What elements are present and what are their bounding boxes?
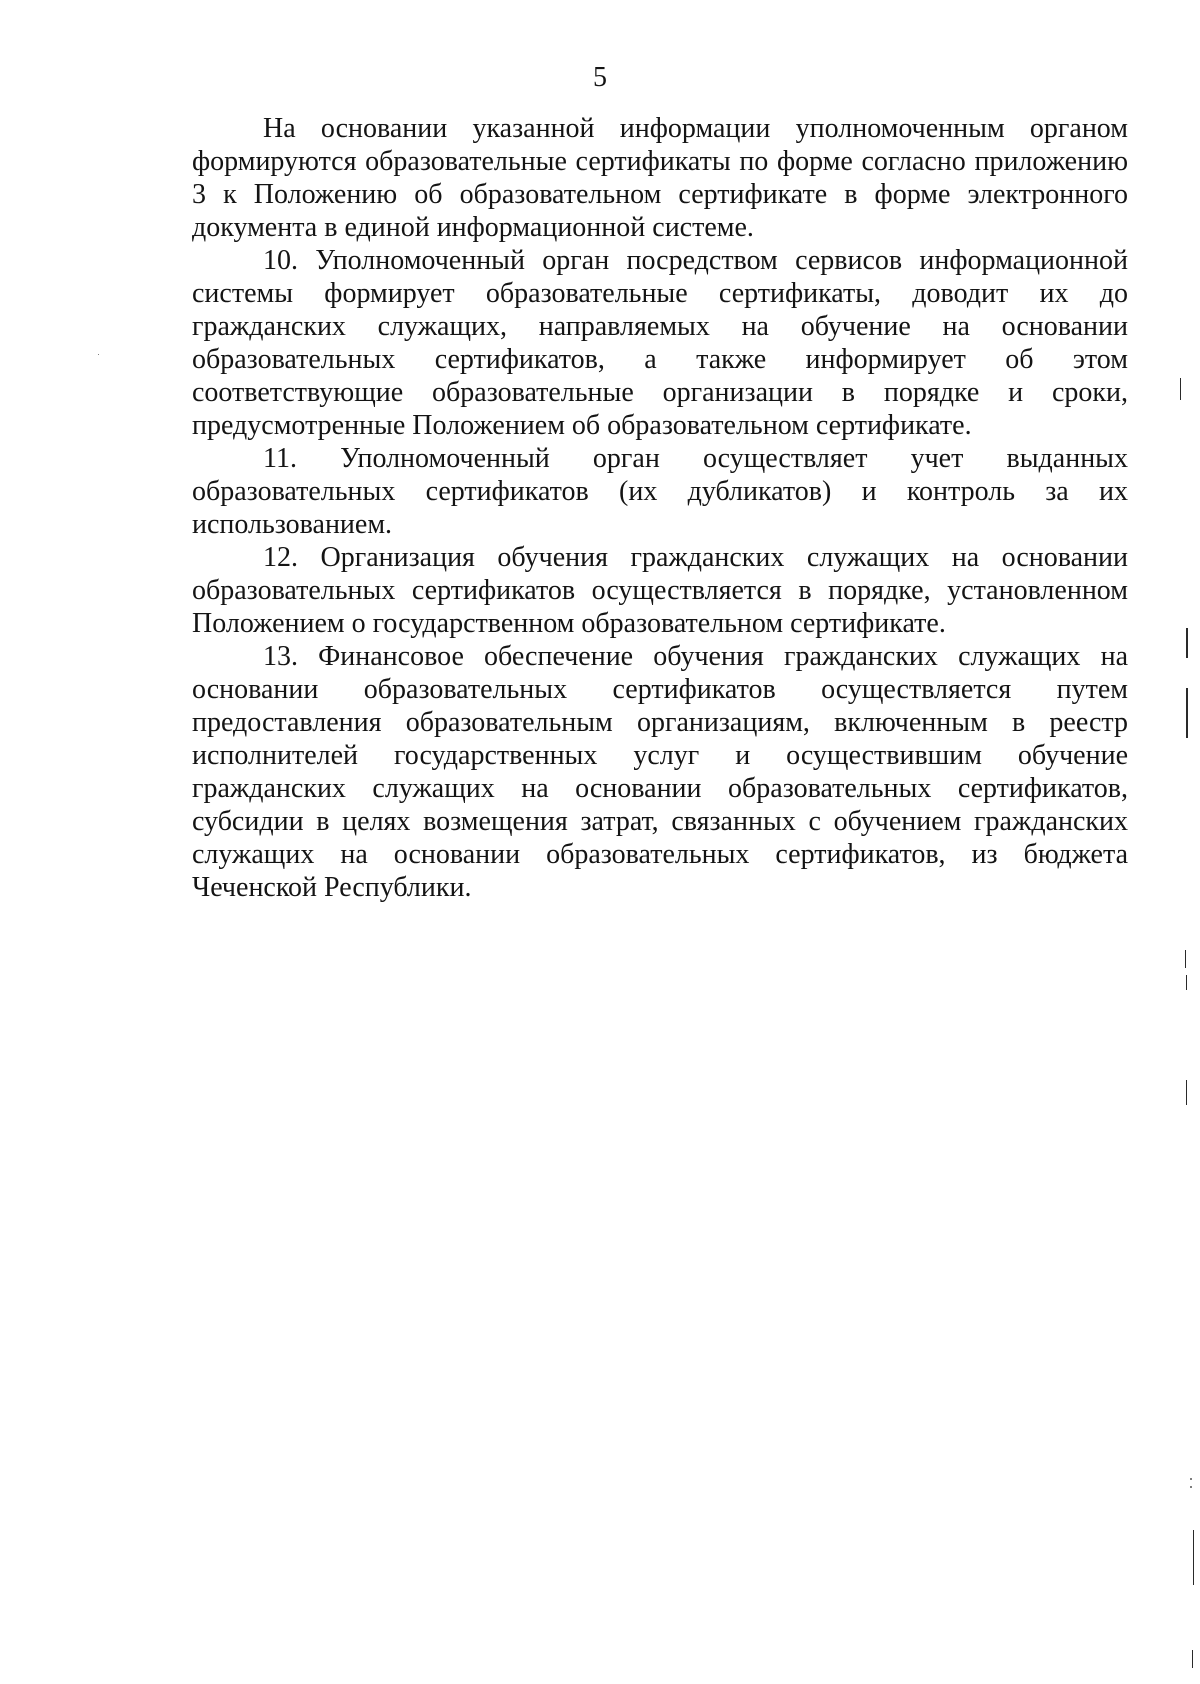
paragraph-10: 10. Уполномоченный орган посредством сервисов информационной системы формирует образовательные сертификаты, доводит их до гражданских служащих, направляемых на обучение на основании образовательных сертификатов, а также информирует об этом соответствующие образовательные организации в порядке и сроки, предусмотренные Положением об образовательном сертификате. (192, 245, 1128, 441)
scan-artifact-speck (1190, 1478, 1192, 1480)
scan-artifact-mark (1186, 688, 1188, 738)
scan-artifact-speck (98, 354, 99, 355)
scan-artifact-mark (1186, 1080, 1187, 1105)
paragraph-12: 12. Организация обучения гражданских служащих на основании образовательных сертификатов осуществляется в порядке, установленном Положением о государственном образовательном сертификате. (192, 542, 1128, 639)
paragraph-13: 13. Финансовое обеспечение обучения гражданских служащих на основании образовательных сертификатов осуществляется путем предоставления образовательным организациям, включенным в реестр исполнителей государственных услуг и осуществившим обучение гражданских служащих на основании образовательных сертификатов, субсидии в целях возмещения затрат, связанных с обучением гражданских служащих на основании образовательных сертификатов, из бюджета Чеченской Республики. (192, 641, 1128, 903)
document-body (192, 112, 1128, 904)
paragraph-intro: На основании указанной информации уполномоченным органом формируются образовательные сертификаты по форме согласно приложению 3 к Положению об образовательном сертификате в форме электронного документа в единой информационной системе. (192, 113, 1128, 243)
scan-artifact-mark (1185, 950, 1186, 968)
scan-artifact-mark (1186, 628, 1188, 658)
scan-artifact-mark (1180, 378, 1181, 400)
scan-artifact-mark (1192, 1650, 1193, 1668)
page-number: 5 (593, 62, 607, 93)
scan-artifact-speck (1190, 1486, 1192, 1488)
scan-artifact-mark (1186, 975, 1187, 990)
scan-artifact-mark (1193, 1530, 1194, 1585)
paragraph-11: 11. Уполномоченный орган осуществляет учет выданных образовательных сертификатов (их дубликатов) и контроль за их использованием. (192, 443, 1128, 540)
